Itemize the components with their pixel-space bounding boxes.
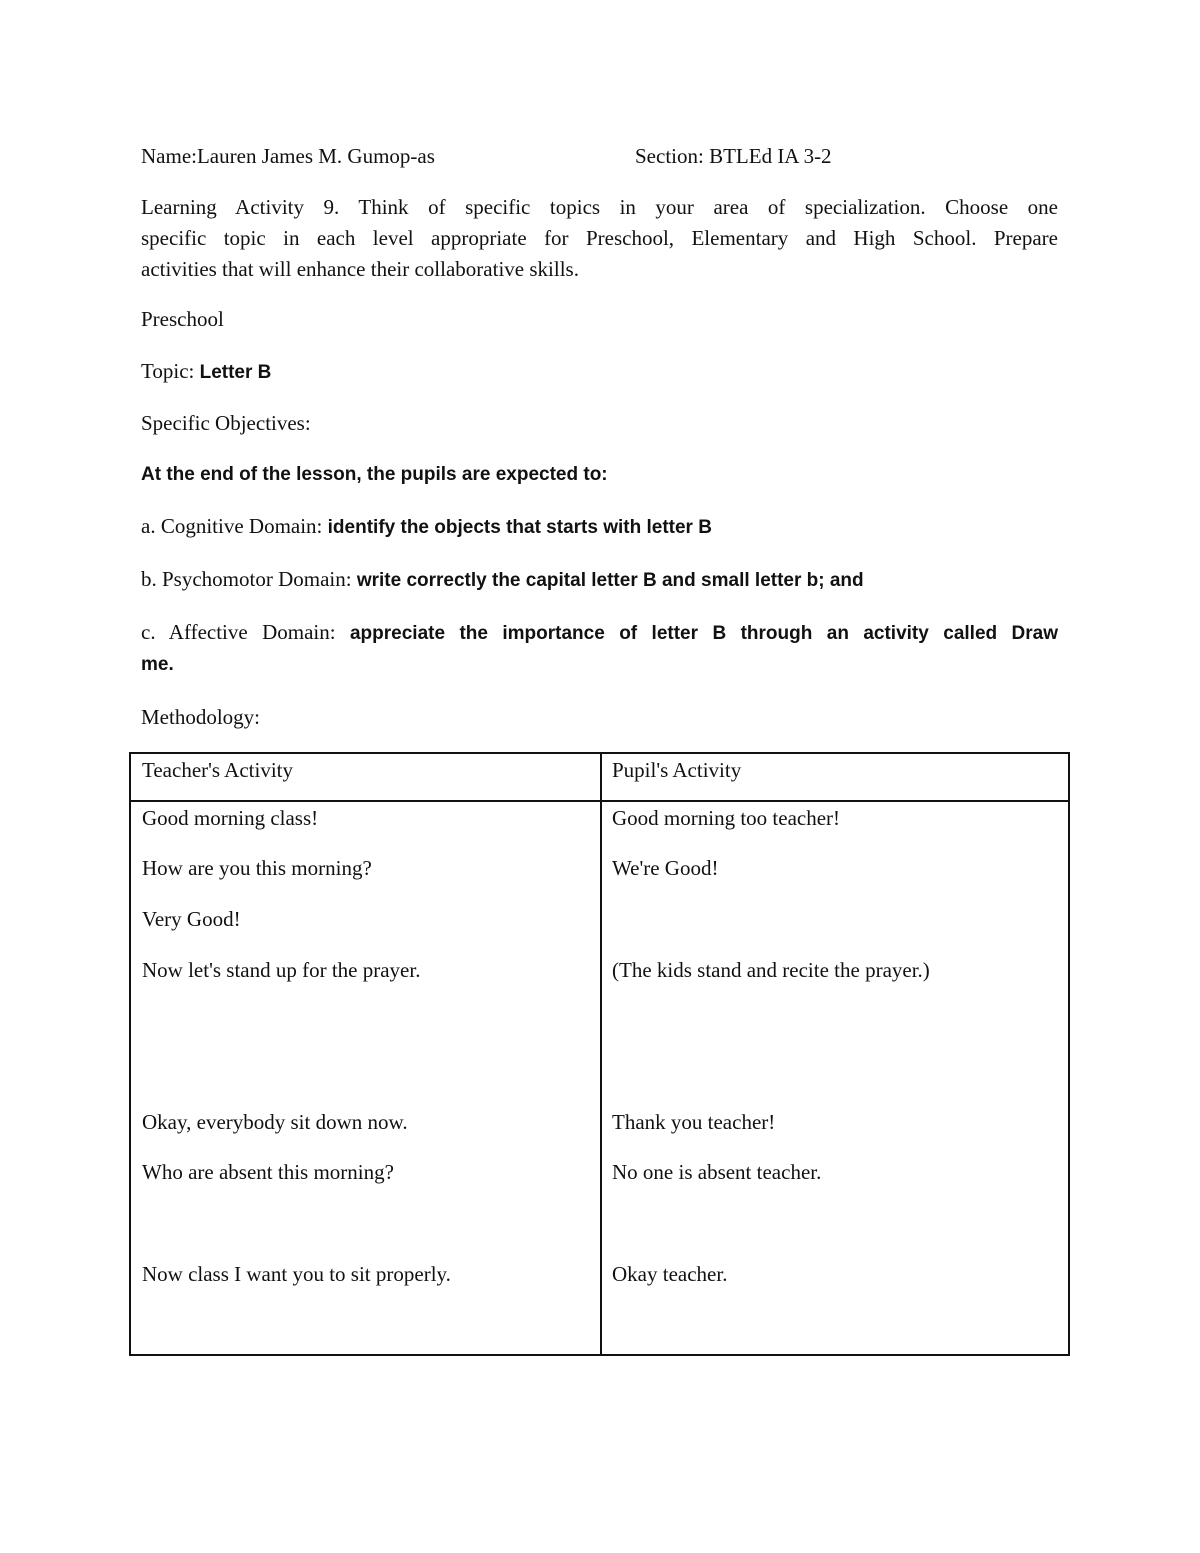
pupil-line: Okay teacher. (612, 1262, 728, 1286)
objective-text: appreciate the importance of letter B through an activity called Draw (349, 623, 1058, 644)
objective-item (141, 566, 864, 594)
objectives-intro: At the end of the lesson, the pupils are expected to: (141, 464, 608, 485)
pupil-line: No one is absent teacher. (612, 1160, 822, 1184)
instructions-line: Learning Activity 9. Think of specific topics in your area of specialization. Choose one (141, 195, 1058, 219)
level-heading: Preschool (141, 307, 224, 331)
pupil-line: (The kids stand and recite the prayer.) (612, 958, 930, 982)
column-header-pupil: Pupil's Activity (612, 758, 742, 782)
teacher-line: Who are absent this morning? (142, 1160, 394, 1184)
activity-instructions (141, 192, 1058, 285)
instructions-line: activities that will enhance their collaborative skills. (141, 257, 579, 281)
objective-label: a. Cognitive Domain: (141, 514, 328, 538)
student-name: Name:Lauren James M. Gumop-as (141, 144, 435, 168)
header-row (141, 143, 832, 169)
teacher-line: Now class I want you to sit properly. (142, 1262, 451, 1286)
student-section: Section: BTLEd IA 3-2 (635, 144, 832, 168)
column-divider (600, 754, 602, 1354)
pupil-line: Good morning too teacher! (612, 806, 841, 830)
column-header-teacher: Teacher's Activity (142, 758, 294, 782)
teacher-line: Now let's stand up for the prayer. (142, 958, 421, 982)
teacher-line: Very Good! (142, 907, 241, 931)
objective-text: write correctly the capital letter B and small letter b; and (356, 570, 864, 591)
objective-item (141, 513, 712, 541)
objective-label: c. Affective Domain: (141, 620, 350, 644)
teacher-line: Okay, everybody sit down now. (142, 1110, 408, 1134)
pupil-line: Thank you teacher! (612, 1110, 776, 1134)
topic-value: Letter B (199, 362, 272, 383)
objective-label: b. Psychomotor Domain: (141, 567, 357, 591)
methodology-table (129, 752, 1070, 1356)
topic-label: Topic: (141, 359, 200, 383)
methodology-heading: Methodology: (141, 705, 260, 729)
objective-item (141, 617, 1058, 680)
objective-text: identify the objects that starts with letter B (327, 517, 712, 538)
pupil-line: We're Good! (612, 856, 719, 880)
instructions-line: specific topic in each level appropriate for Preschool, Elementary and High School. Prepare (141, 226, 1058, 250)
header-divider (131, 800, 1068, 802)
teacher-line: How are you this morning? (142, 856, 372, 880)
topic-line (141, 358, 271, 386)
objective-line (141, 617, 1058, 649)
teacher-line: Good morning class! (142, 806, 319, 830)
objective-text-continued: me. (141, 654, 174, 675)
objectives-heading: Specific Objectives: (141, 411, 311, 435)
